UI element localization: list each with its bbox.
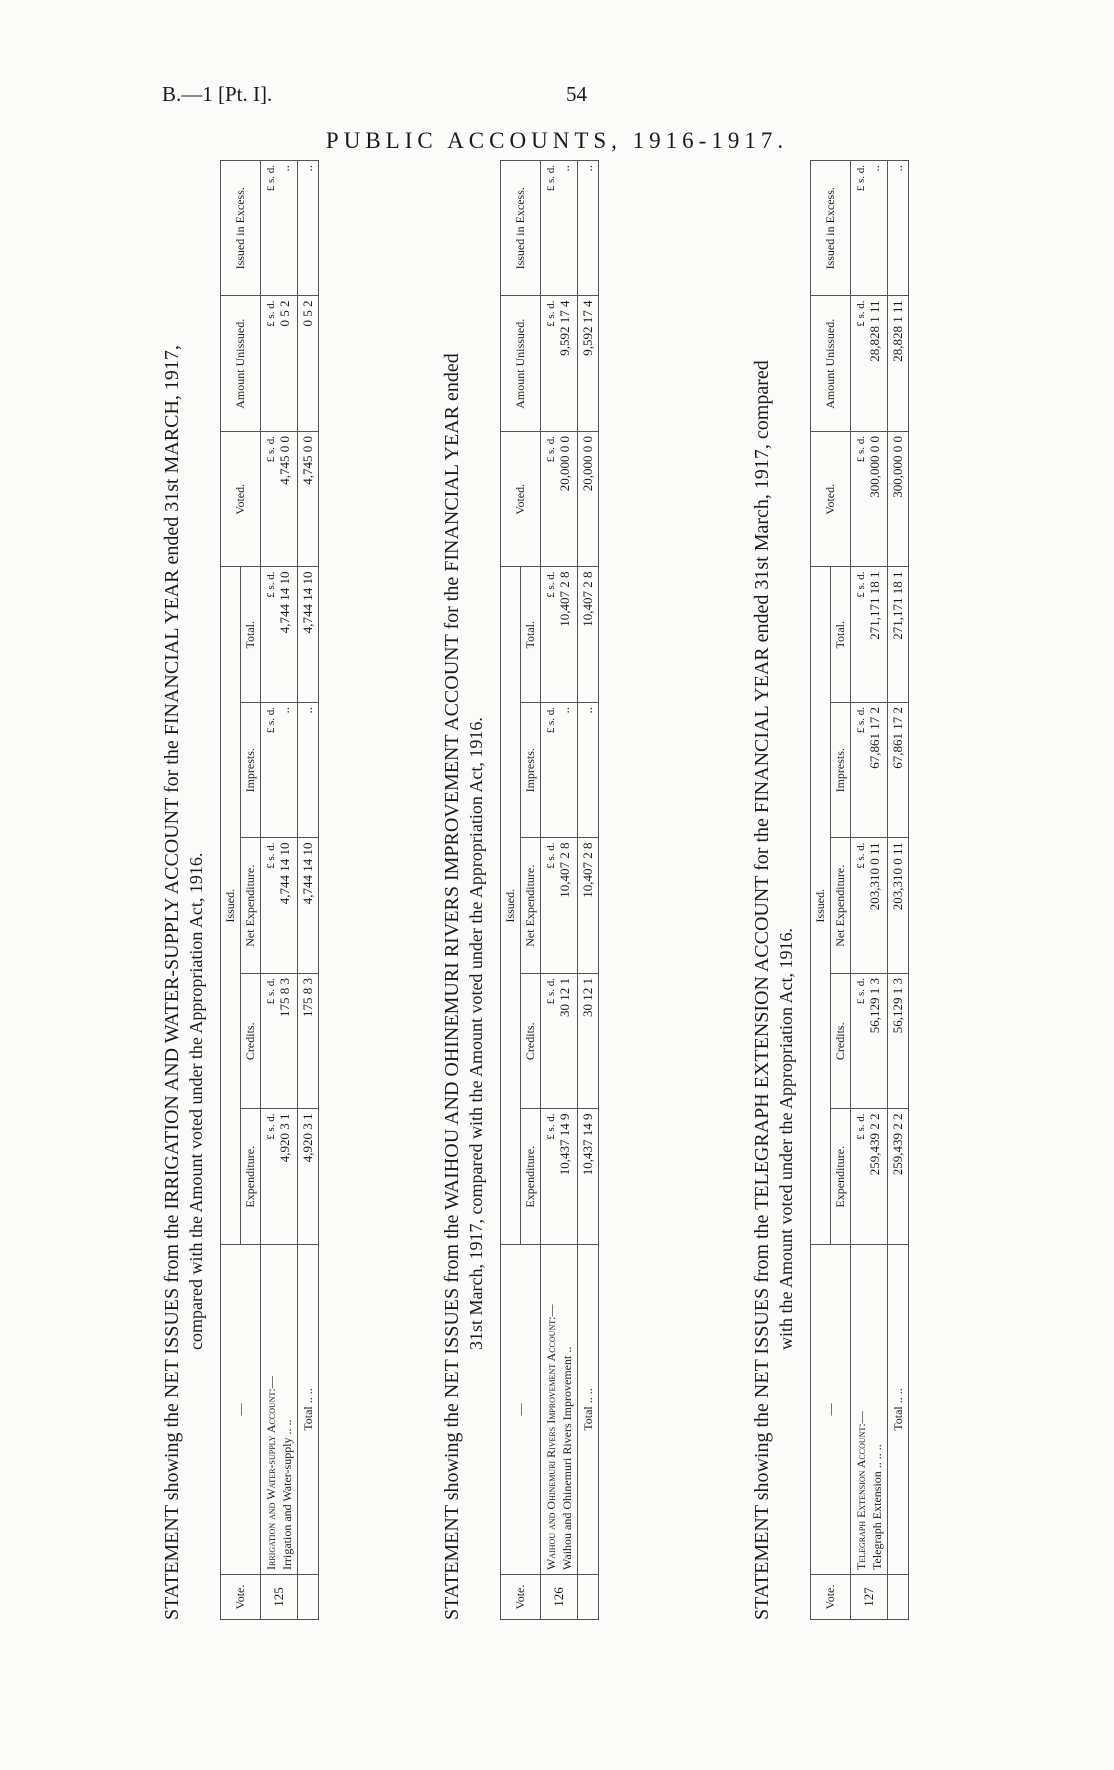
total-net-expenditure: 203,310 0 11	[888, 838, 909, 974]
col-net-expenditure: Net Expenditure.	[521, 838, 541, 974]
col-credits: Credits.	[521, 974, 541, 1110]
page-header	[0, 82, 1114, 152]
account-name: Telegraph Extension Account:—	[854, 1411, 868, 1570]
total-unissued: 28,828 1 11	[888, 296, 909, 432]
statement-title: STATEMENT showing the NET ISSUES from the WAIHOU AND OHINEMURI RIVERS IMPROVEMENT ACCOUNT for the FINANCIAL YEAR ended	[441, 353, 463, 1620]
col-issued: Issued.	[501, 567, 521, 1245]
col-total: Total.	[831, 567, 851, 703]
statement-irrigation	[160, 160, 319, 1620]
page-title: PUBLIC ACCOUNTS, 1916-1917.	[325, 128, 789, 153]
col-unissued: Amount Unissued.	[501, 296, 541, 432]
net-expenditure-value: £ s. d. 10,407 2 8	[541, 838, 578, 974]
col-excess: Issued in Excess.	[221, 161, 261, 297]
unissued-value: £ s. d. 28,828 1 11	[851, 296, 888, 432]
total-voted: 300,000 0 0	[888, 432, 909, 568]
total-voted: 4,745 0 0	[298, 432, 319, 568]
vote-number: 127	[851, 1575, 888, 1620]
item-name: Irrigation and Water-supply .. ..	[280, 1419, 294, 1570]
total-excess: ..	[578, 161, 599, 297]
col-vote: Vote.	[501, 1575, 541, 1620]
col-total: Total.	[241, 567, 261, 703]
total-value: £ s. d. 4,744 14 10	[261, 567, 298, 703]
total-excess: ..	[298, 161, 319, 297]
net-expenditure-value: £ s. d. 203,310 0 11	[851, 838, 888, 974]
total-total: 4,744 14 10	[298, 567, 319, 703]
credits-value: £ s. d. 56,129 1 3	[851, 974, 888, 1110]
voted-value: £ s. d. 300,000 0 0	[851, 432, 888, 568]
total-row	[888, 161, 909, 1620]
credits-value: £ s. d. 175 8 3	[261, 974, 298, 1110]
statement-table	[220, 160, 319, 1620]
total-label: Total .. ..	[301, 1388, 315, 1431]
statement-table	[500, 160, 599, 1620]
total-row	[298, 161, 319, 1620]
total-total: 271,171 18 1	[888, 567, 909, 703]
statement-title: STATEMENT showing the NET ISSUES from the TELEGRAPH EXTENSION ACCOUNT for the FINANCIAL YEAR ended 31st March, 1917, compared	[751, 360, 773, 1620]
item-name: Telegraph Extension .. .. ..	[870, 1444, 884, 1570]
col-unissued: Amount Unissued.	[221, 296, 261, 432]
statement-title: STATEMENT showing the NET ISSUES from the IRRIGATION AND WATER-SUPPLY ACCOUNT for the FINANCIAL YEAR ended 31st MARCH, 1917,	[161, 345, 183, 1620]
col-total: Total.	[521, 567, 541, 703]
col-expenditure: Expenditure.	[241, 1109, 261, 1245]
col-imprests: Imprests.	[831, 703, 851, 839]
total-total: 10,407 2 8	[578, 567, 599, 703]
col-excess: Issued in Excess.	[811, 161, 851, 297]
col-net-expenditure: Net Expenditure.	[831, 838, 851, 974]
table-row	[541, 161, 578, 1620]
statement-heading	[160, 160, 208, 1620]
total-expenditure: 4,920 3 1	[298, 1109, 319, 1245]
col-issued: Issued.	[221, 567, 241, 1245]
col-vote: Vote.	[811, 1575, 851, 1620]
col-expenditure: Expenditure.	[831, 1109, 851, 1245]
statement-heading	[440, 160, 488, 1620]
total-value: £ s. d. 10,407 2 8	[541, 567, 578, 703]
expenditure-value: £ s. d. 4,920 3 1	[261, 1109, 298, 1245]
excess-value: £ s. d. ..	[261, 161, 298, 297]
total-excess: ..	[888, 161, 909, 297]
vote-number: 126	[541, 1575, 578, 1620]
col-excess: Issued in Excess.	[501, 161, 541, 297]
col-unissued: Amount Unissued.	[811, 296, 851, 432]
voted-value: £ s. d. 20,000 0 0	[541, 432, 578, 568]
table-row	[261, 161, 298, 1620]
total-row	[578, 161, 599, 1620]
total-net-expenditure: 10,407 2 8	[578, 838, 599, 974]
total-label: Total .. ..	[891, 1388, 905, 1431]
statement-telegraph	[750, 160, 909, 1620]
statement-subtitle: compared with the Amount voted under the Appropriation Act, 1916.	[186, 852, 206, 1350]
total-imprests: ..	[298, 703, 319, 839]
total-expenditure: 10,437 14 9	[578, 1109, 599, 1245]
col-blank: —	[501, 1245, 541, 1575]
unissued-value: £ s. d. 9,592 17 4	[541, 296, 578, 432]
account-name: Irrigation and Water-supply Account:—	[264, 1376, 278, 1570]
expenditure-value: £ s. d. 259,439 2 2	[851, 1109, 888, 1245]
col-issued: Issued.	[811, 567, 831, 1245]
vote-number: 125	[261, 1575, 298, 1620]
item-name: Waihou and Ohinemuri Rivers Improvement ..	[560, 1346, 574, 1570]
total-credits: 175 8 3	[298, 974, 319, 1110]
total-value: £ s. d. 271,171 18 1	[851, 567, 888, 703]
statement-waihou	[440, 160, 599, 1620]
statement-table	[810, 160, 909, 1620]
total-voted: 20,000 0 0	[578, 432, 599, 568]
account-name: Waihou and Ohinemuri Rivers Improvement Account:—	[544, 1304, 558, 1570]
total-imprests: ..	[578, 703, 599, 839]
col-blank: —	[811, 1245, 851, 1575]
net-expenditure-value: £ s. d. 4,744 14 10	[261, 838, 298, 974]
imprests-value: £ s. d. 67,861 17 2	[851, 703, 888, 839]
col-imprests: Imprests.	[521, 703, 541, 839]
col-imprests: Imprests.	[241, 703, 261, 839]
col-voted: Voted.	[221, 432, 261, 568]
total-net-expenditure: 4,744 14 10	[298, 838, 319, 974]
statement-heading	[750, 160, 798, 1620]
imprests-value: £ s. d. ..	[541, 703, 578, 839]
voted-value: £ s. d. 4,745 0 0	[261, 432, 298, 568]
col-credits: Credits.	[241, 974, 261, 1110]
total-label: Total .. ..	[581, 1388, 595, 1431]
page-number: 54	[566, 82, 587, 106]
col-blank: —	[221, 1245, 261, 1575]
page-code: B.—1 [Pt. I].	[162, 82, 273, 106]
account-description	[261, 1245, 298, 1575]
total-expenditure: 259,439 2 2	[888, 1109, 909, 1245]
account-description	[851, 1245, 888, 1575]
account-description	[541, 1245, 578, 1575]
statement-subtitle: with the Amount voted under the Appropriation Act, 1916.	[776, 928, 796, 1350]
col-expenditure: Expenditure.	[521, 1109, 541, 1245]
expenditure-value: £ s. d. 10,437 14 9	[541, 1109, 578, 1245]
total-unissued: 0 5 2	[298, 296, 319, 432]
total-credits: 30 12 1	[578, 974, 599, 1110]
total-unissued: 9,592 17 4	[578, 296, 599, 432]
imprests-value: £ s. d. ..	[261, 703, 298, 839]
excess-value: £ s. d. ..	[541, 161, 578, 297]
col-voted: Voted.	[501, 432, 541, 568]
col-net-expenditure: Net Expenditure.	[241, 838, 261, 974]
excess-value: £ s. d. ..	[851, 161, 888, 297]
total-imprests: 67,861 17 2	[888, 703, 909, 839]
col-vote: Vote.	[221, 1575, 261, 1620]
unissued-value: £ s. d. 0 5 2	[261, 296, 298, 432]
col-credits: Credits.	[831, 974, 851, 1110]
statement-subtitle: 31st March, 1917, compared with the Amount voted under the Appropriation Act, 1916.	[466, 717, 486, 1350]
total-credits: 56,129 1 3	[888, 974, 909, 1110]
credits-value: £ s. d. 30 12 1	[541, 974, 578, 1110]
col-voted: Voted.	[811, 432, 851, 568]
table-row	[851, 161, 888, 1620]
